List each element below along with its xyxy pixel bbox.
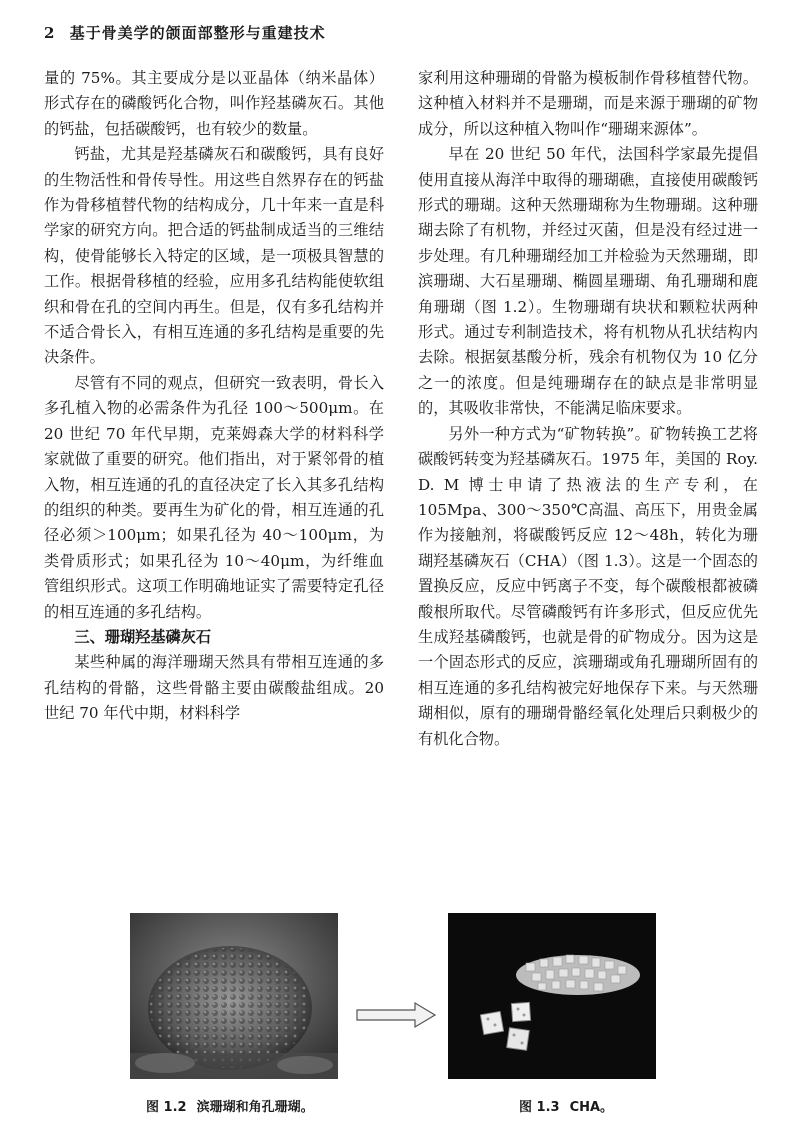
figure-caption: [519, 1096, 613, 1115]
page-number: 2: [44, 24, 56, 42]
figure-label: 图 1.2: [146, 1100, 187, 1115]
figure-label: 图 1.3: [519, 1100, 560, 1115]
running-header: [44, 22, 756, 43]
paragraph: 钙盐，尤其是羟基磷灰石和碳酸钙，具有良好的生物活性和骨传导性。用这些自然界存在的钙盐作为骨移植替代物的结构成分，几十年来一直是科学家的研究方向。把合适的钙盐制成适当的三维结构，使骨能够长入特定的区域，是一项极具智慧的工作。根据骨移植的经验，应用多孔结构能使软组织和骨在孔的空间内再生。但是，仅有多孔结构并不适合骨长入，有相互连通的多孔结构是重要的先决条件。: [44, 145, 384, 367]
right-column: [418, 66, 758, 752]
paragraph: 某些种属的海洋珊瑚天然具有带相互连通的多孔结构的骨骼，这些骨骼主要由碳酸盐组成。20 世纪 70 年代中期，材料科学: [44, 653, 384, 723]
coral-photo: [130, 913, 338, 1079]
right-arrow-icon: [355, 1000, 437, 1030]
cha-photo: [448, 913, 656, 1079]
coral-illustration: [130, 913, 338, 1079]
paragraph: 量的 75%。其主要成分是以亚晶体（纳米晶体）形式存在的磷酸钙化合物，叫作羟基磷灰石。其他的钙盐，包括碳酸钙，也有较少的数量。: [44, 69, 384, 138]
cha-granules-illustration: [448, 913, 656, 1079]
figure-caption: [146, 1096, 314, 1115]
section-heading: 三、珊瑚羟基磷灰石: [74, 627, 212, 646]
figure-caption-text: CHA。: [569, 1100, 614, 1115]
paragraph: 另外一种方式为“矿物转换”。矿物转换工艺将碳酸钙转变为羟基磷灰石。1975 年，美国的 Roy. D. M 博士申请了热液法的生产专利，在 105Mpa、300～350℃高温、高压下，用贵金属作为接触剂，将碳酸钙反应 12～48h，转化为珊瑚羟基磷灰石（CHA）（图 1.3）。这是一个固态的置换反应，反应中钙离子不变，每个碳酸根都被磷酸根所取代。尽管磷酸钙有许多形式，但反应优先生成羟基磷酸钙，也就是骨的矿物成分。因为这是一个固态形式的反应，滨珊瑚或角孔珊瑚所固有的相互连通的多孔结构被完好地保存下来。与天然珊瑚相似，原有的珊瑚骨骼经氧化处理后只剩极少的有机化合物。: [418, 424, 758, 748]
figure-caption-text: 滨珊瑚和角孔珊瑚。: [196, 1100, 314, 1115]
paragraph: 尽管有不同的观点，但研究一致表明，骨长入多孔植入物的必需条件为孔径 100～500μm。在 20 世纪 70 年代早期，克莱姆森大学的材料科学家就做了重要的研究。他们指出，对于紧邻骨的植入物，相互连通的孔的直径决定了长入其多孔结构的组织的种类。要再生为矿化的骨，相互连通的孔径必须＞100μm；如果孔径为 40～100μm，为类骨质形式；如果孔径为 10～40μm，为纤维血管组织形式。这项工作明确地证实了需要特定孔径的相互连通的多孔结构。: [44, 373, 384, 621]
running-title: 基于骨美学的颌面部整形与重建技术: [69, 24, 326, 42]
paragraph: 家利用这种珊瑚的骨骼为模板制作骨移植替代物。这种植入材料并不是珊瑚，而是来源于珊瑚的矿物成分，所以这种植入物叫作“珊瑚来源体”。: [418, 69, 758, 138]
left-column: [44, 66, 384, 727]
paragraph: 早在 20 世纪 50 年代，法国科学家最先提倡使用直接从海洋中取得的珊瑚礁，直接使用碳酸钙形式的珊瑚。这种天然珊瑚称为生物珊瑚。这种珊瑚去除了有机物，并经过灭菌，但是没有经过进一步处理。有几种珊瑚经加工并检验为天然珊瑚，即滨珊瑚、大石星珊瑚、椭圆星珊瑚、角孔珊瑚和鹿角珊瑚（图 1.2）。生物珊瑚有块状和颗粒状两种形式。通过专利制造技术，将有机物从孔状结构内去除。根据氨基酸分析，残余有机物仅为 10 亿分之一的浓度。但是纯珊瑚存在的缺点是非常明显的，其吸收非常快，不能满足临床要求。: [418, 145, 758, 418]
